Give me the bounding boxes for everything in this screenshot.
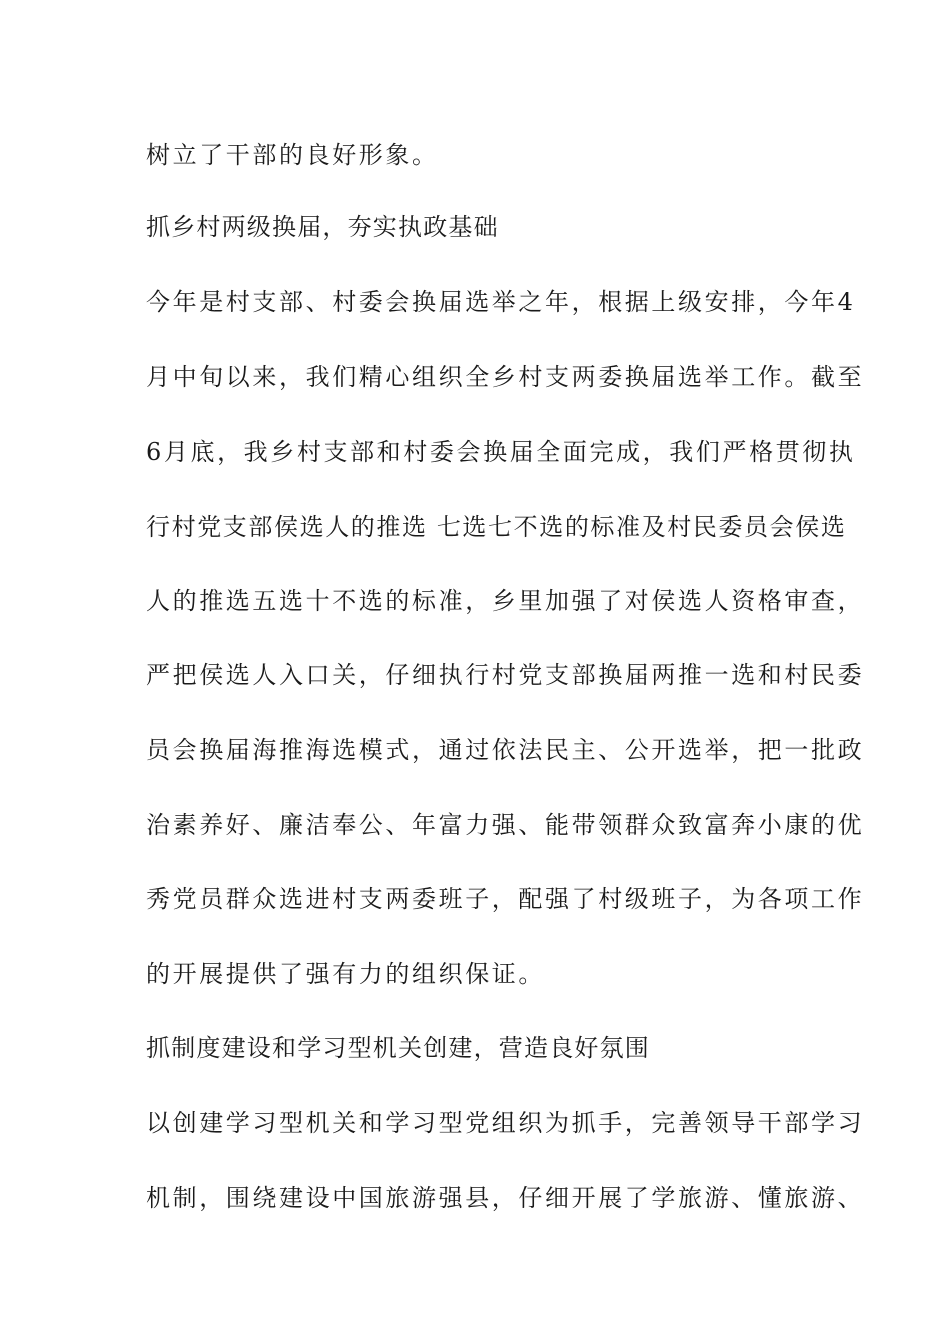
paragraph-line: 员会换届海推海选模式，通过依法民主、公开选举，把一批政 [146,736,865,764]
paragraph-line: 行村党支部侯选人的推选 七选七不选的标准及村民委员会侯选 [146,513,847,541]
paragraph-line: 的开展提供了强有力的组织保证。 [146,960,545,988]
paragraph-line: 月中旬以来，我们精心组织全乡村支两委换届选举工作。截至 [146,363,865,391]
paragraph-line: 秀党员群众选进村支两委班子，配强了村级班子，为各项工作 [146,885,865,913]
paragraph-line: 严把侯选人入口关，仔细执行村党支部换届两推一选和村民委 [146,661,865,689]
paragraph-line: 树立了干部的良好形象。 [146,141,439,169]
section-heading: 抓乡村两级换届，夯实执政基础 [146,213,499,241]
paragraph-line: 以创建学习型机关和学习型党组织为抓手，完善领导干部学习 [146,1109,865,1137]
paragraph-line: 今年是村支部、村委会换届选举之年，根据上级安排，今年4 [146,288,856,316]
paragraph-line: 治素养好、廉洁奉公、年富力强、能带领群众致富奔小康的优 [146,811,865,839]
section-heading: 抓制度建设和学习型机关创建，营造良好氛围 [146,1034,650,1062]
paragraph-line: 人的推选五选十不选的标准，乡里加强了对侯选人资格审查， [146,587,865,615]
paragraph-line: 机制，围绕建设中国旅游强县，仔细开展了学旅游、懂旅游、 [146,1184,865,1212]
paragraph-line: 6月底，我乡村支部和村委会换届全面完成，我们严格贯彻执 [146,438,856,466]
